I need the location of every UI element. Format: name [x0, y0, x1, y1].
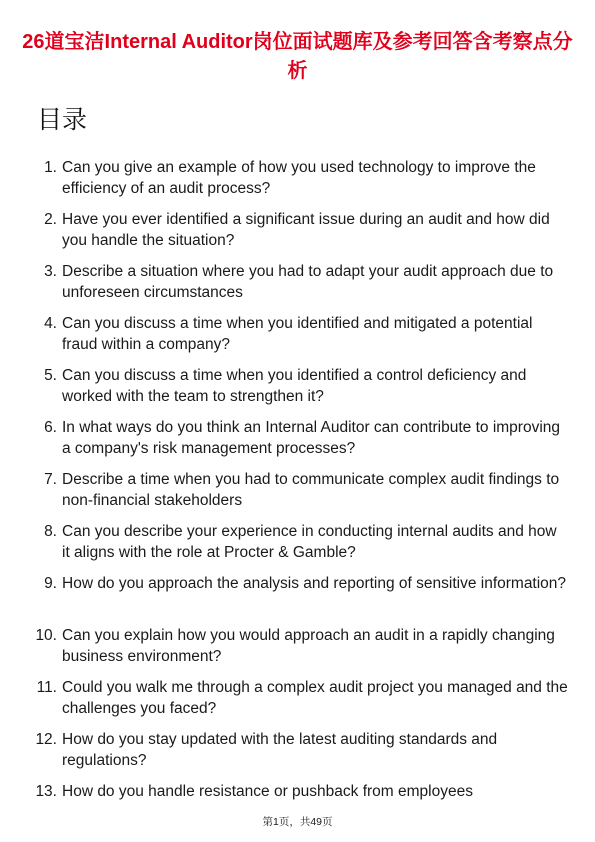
- toc-item-number: 5.: [44, 367, 57, 384]
- toc-item-number: 8.: [44, 523, 57, 540]
- toc-item-text[interactable]: How do you approach the analysis and reporting of sensitive information?: [62, 575, 567, 592]
- toc-item-number: 10.: [35, 627, 57, 644]
- toc-item[interactable]: [0, 365, 595, 417]
- toc-item-text[interactable]: Could you walk me through a complex audit project you managed and the challenges you faced?: [62, 679, 568, 717]
- toc-item-text[interactable]: How do you stay updated with the latest auditing standards and regulations?: [62, 731, 498, 769]
- toc-item-text[interactable]: Can you discuss a time when you identified a control deficiency and worked with the team to strengthen it?: [62, 367, 527, 405]
- toc-item[interactable]: [0, 521, 595, 573]
- toc-item-text[interactable]: Can you describe your experience in conducting internal audits and how it aligns with the role at Procter & Gamble?: [62, 523, 557, 561]
- toc-item[interactable]: [0, 469, 595, 521]
- toc-item-number: 11.: [36, 679, 57, 696]
- toc-item[interactable]: [0, 573, 595, 625]
- toc-item[interactable]: [0, 729, 595, 781]
- toc-item[interactable]: [0, 625, 595, 677]
- toc-item[interactable]: [0, 261, 595, 313]
- toc-item-number: 6.: [44, 419, 57, 436]
- toc-item-text[interactable]: Can you explain how you would approach an audit in a rapidly changing business environment?: [62, 627, 555, 665]
- toc-list: [0, 157, 595, 833]
- toc-item-text[interactable]: Describe a time when you had to communicate complex audit findings to non-financial stakeholders: [62, 471, 560, 509]
- toc-item-number: 1.: [44, 159, 57, 176]
- toc-item-number: 3.: [44, 263, 57, 280]
- toc-item[interactable]: [0, 417, 595, 469]
- toc-item-text[interactable]: Can you discuss a time when you identified and mitigated a potential fraud within a company?: [62, 315, 533, 353]
- page-footer: 第1页，共49页: [262, 816, 333, 828]
- toc-item-text[interactable]: Describe a situation where you had to adapt your audit approach due to unforeseen circumstances: [62, 263, 554, 301]
- toc-item-text[interactable]: Can you give an example of how you used technology to improve the efficiency of an audit process?: [62, 159, 536, 197]
- toc-item-number: 9.: [44, 575, 57, 592]
- toc-item-number: 12.: [35, 731, 57, 748]
- toc-item-number: 4.: [44, 315, 57, 332]
- toc-heading: 目录: [37, 106, 88, 134]
- toc-item-text[interactable]: In what ways do you think an Internal Auditor can contribute to improving a company's risk management processes?: [62, 419, 561, 457]
- toc-item[interactable]: [0, 157, 595, 209]
- toc-item-text[interactable]: How do you handle resistance or pushback from employees: [62, 783, 473, 800]
- toc-item-text[interactable]: Have you ever identified a significant issue during an audit and how did you handle the situation?: [62, 211, 550, 249]
- document-title: 26道宝洁Internal Auditor岗位面试题库及参考回答含考察点分析: [22, 31, 573, 82]
- toc-item[interactable]: [0, 677, 595, 729]
- toc-item[interactable]: [0, 313, 595, 365]
- toc-item[interactable]: [0, 209, 595, 261]
- toc-item-number: 7.: [44, 471, 57, 488]
- toc-item-number: 13.: [35, 783, 57, 800]
- toc-item-number: 2.: [44, 211, 57, 228]
